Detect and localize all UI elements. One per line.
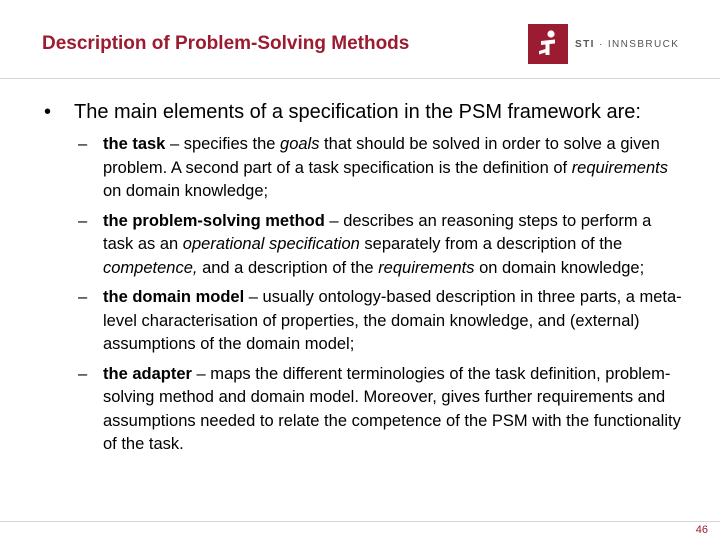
sub-bullet-text: – specifies the [165,135,281,153]
logo-name-rest: INNSBRUCK [607,38,680,50]
sub-bullet-text: separately from a description of the [359,235,623,253]
emphasized-text: goals [280,135,320,153]
sub-bullet-text: – maps the different terminologies of the task definition, problem-solving method and domain model. Moreover, gives further requirements and assumptions needed to relate the competence of the PSM with the functionality of the task. [103,364,681,453]
emphasized-text: requirements [378,258,475,277]
sti-innsbruck-logo [528,24,679,64]
slide-body [38,100,684,463]
sub-bullet-text: on domain knowledge; [474,258,645,277]
main-bullet-text: The main elements of a specification in the PSM framework are: [74,101,641,123]
sub-bullet-item [78,286,684,357]
sub-bullet-term: the task [103,135,166,153]
sub-bullet-item [78,133,684,204]
main-bullet [38,100,684,125]
logo-text [575,39,679,50]
slide-title: Description of Problem-Solving Methods [42,33,410,54]
sub-bullet-term: the problem-solving method [103,211,325,230]
bullet-marker: • [44,101,52,123]
sti-figure-icon [528,24,568,64]
emphasized-text: operational specification [182,235,360,253]
sub-bullet-text: – describes an reasoning steps to perform a task as an [103,211,652,253]
sub-bullet-text: on domain knowledge; [103,182,269,200]
sub-bullet-list [38,133,684,457]
page-number: 46 [695,524,708,536]
sub-bullet-text: and a description of the [197,258,379,277]
emphasized-text: competence, [103,258,198,277]
dash-marker: – [78,364,88,383]
sub-bullet-item [78,363,684,457]
dash-marker: – [78,135,88,153]
logo-separator: · [594,38,608,50]
emphasized-text: requirements [571,158,668,177]
sub-bullet-item [78,210,684,281]
dash-marker: – [78,211,88,230]
sub-bullet-text: – usually ontology-based description in three parts, a meta-level characterisation of properties, the domain knowledge, and (external) assumptions of the domain model; [103,288,682,353]
header-divider [0,78,720,79]
sub-bullet-term: the domain model [103,288,245,306]
logo-name-bold: STI [575,38,595,50]
footer-divider [0,521,720,522]
sub-bullet-text: that should be solved in order to solve a given problem. A second part of a task specification is the definition of [103,135,660,177]
dash-marker: – [78,288,88,306]
sub-bullet-term: the adapter [103,364,192,383]
